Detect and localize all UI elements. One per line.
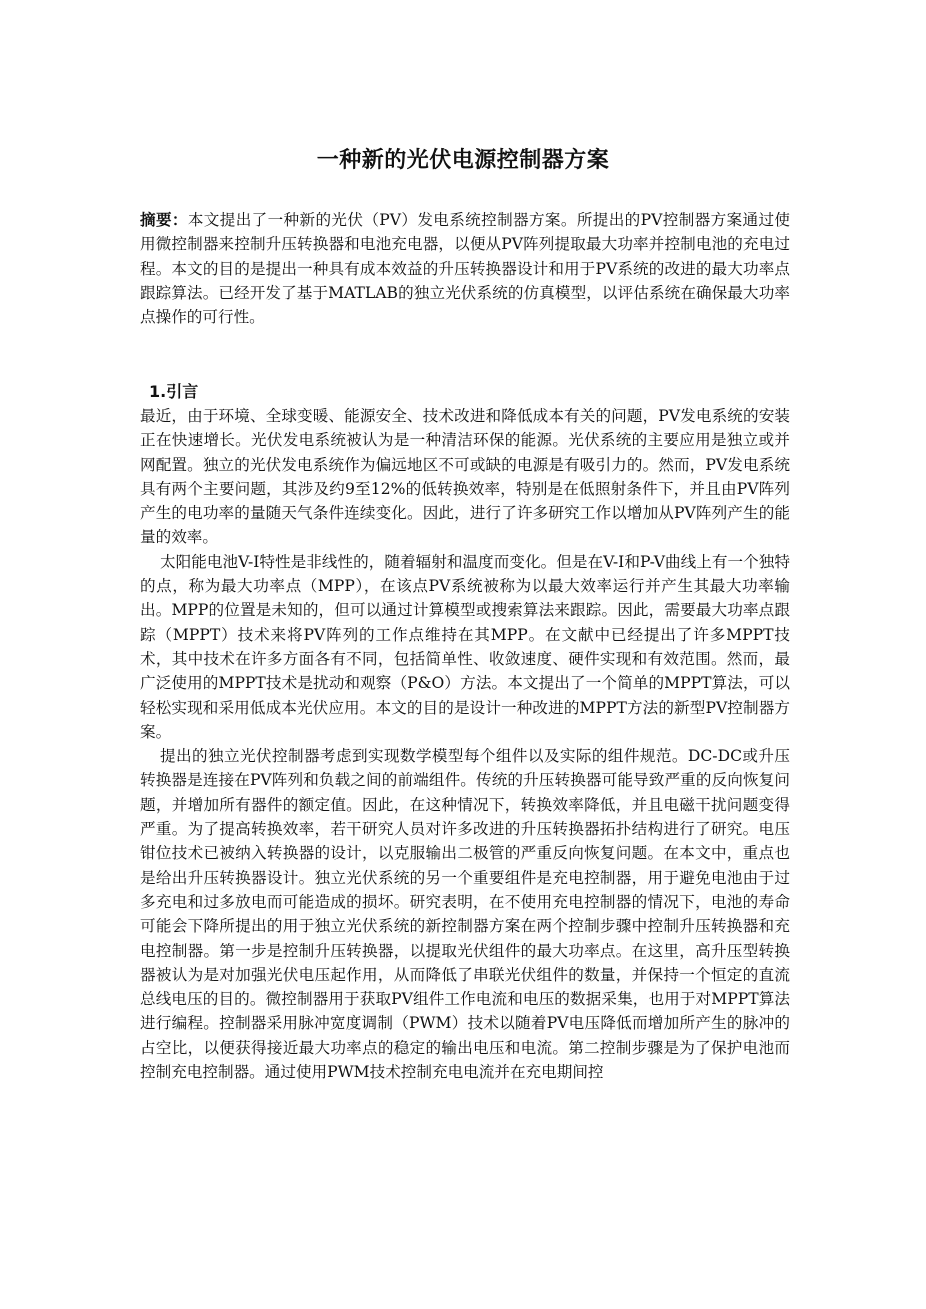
introduction-body [140,404,790,1084]
body-paragraph: 太阳能电池V-I特性是非线性的，随着辐射和温度而变化。但是在V-I和P-V曲线上有一个独特的点，称为最大功率点（MPP），在该点PV系统被称为以最大效率运行并产生其最大功率输出。MPP的位置是未知的，但可以通过计算模型或搜索算法来跟踪。因此，需要最大功率点跟踪（MPPT）技术来将PV阵列的工作点维持在其MPP。在文献中已经提出了许多MPPT技术，其中技术在许多方面各有不同，包括简单性、收敛速度、硬件实现和有效范围。然而，最广泛使用的MPPT技术是扰动和观察（P&O）方法。本文提出了一个简单的MPPT算法，可以轻松实现和采用低成本光伏应用。本文的目的是设计一种改进的MPPT方法的新型PV控制器方案。 [140,552,790,741]
section-heading-introduction: 1.引言 [149,382,199,401]
abstract [140,208,790,329]
abstract-text: 本文提出了一种新的光伏（PV）发电系统控制器方案。所提出的PV控制器方案通过使用微控制器来控制升压转换器和电池充电器，以便从PV阵列提取最大功率并控制电池的充电过程。本文的目的是提出一种具有成本效益的升压转换器设计和用于PV系统的改进的最大功率点跟踪算法。已经开发了基于MATLAB的独立光伏系统的仿真模型，以评估系统在确保最大功率点操作的可行性。 [140,211,790,327]
abstract-label: 摘要： [140,211,188,229]
body-paragraph: 最近，由于环境、全球变暖、能源安全、技术改进和降低成本有关的问题，PV发电系统的安装正在快速增长。光伏发电系统被认为是一种清洁环保的能源。光伏系统的主要应用是独立或并网配置。独立的光伏发电系统作为偏远地区不可或缺的电源是有吸引力的。然而，PV发电系统具有两个主要问题，其涉及约9至12%的低转换效率，特别是在低照射条件下，并且由PV阵列产生的电功率的量随天气条件连续变化。因此，进行了许多研究工作以增加从PV阵列产生的能量的效率。 [140,407,790,547]
body-paragraph: 提出的独立光伏控制器考虑到实现数学模型每个组件以及实际的组件规范。DC-DC或升压转换器是连接在PV阵列和负载之间的前端组件。传统的升压转换器可能导致严重的反向恢复问题，并增加所有器件的额定值。因此，在这种情况下，转换效率降低，并且电磁干扰问题变得严重。为了提高转换效率，若干研究人员对许多改进的升压转换器拓扑结构进行了研究。电压钳位技术已被纳入转换器的设计，以克服输出二极管的严重反向恢复问题。在本文中，重点也是给出升压转换器设计。独立光伏系统的另一个重要组件是充电控制器，用于避免电池由于过多充电和过多放电而可能造成的损坏。研究表明，在不使用充电控制器的情况下，电池的寿命可能会下降所提出的用于独立光伏系统的新控制器方案在两个控制步骤中控制升压转换器和充电控制器。第一步是控制升压转换器，以提取光伏组件的最大功率点。在这里，高升压型转换器被认为是对加强光伏电压起作用，从而降低了串联光伏组件的数量，并保持一个恒定的直流总线电压的目的。微控制器用于获取PV组件工作电流和电压的数据采集，也用于对MPPT算法进行编程。控制器采用脉冲宽度调制（PWM）技术以随着PV电压降低而增加所产生的脉冲的占空比，以便获得接近最大功率点的稳定的输出电压和电流。第二控制步骤是为了保护电池而控制充电控制器。通过使用PWM技术控制充电电流并在充电期间控 [140,747,790,1082]
document-title: 一种新的光伏电源控制器方案 [316,148,610,173]
